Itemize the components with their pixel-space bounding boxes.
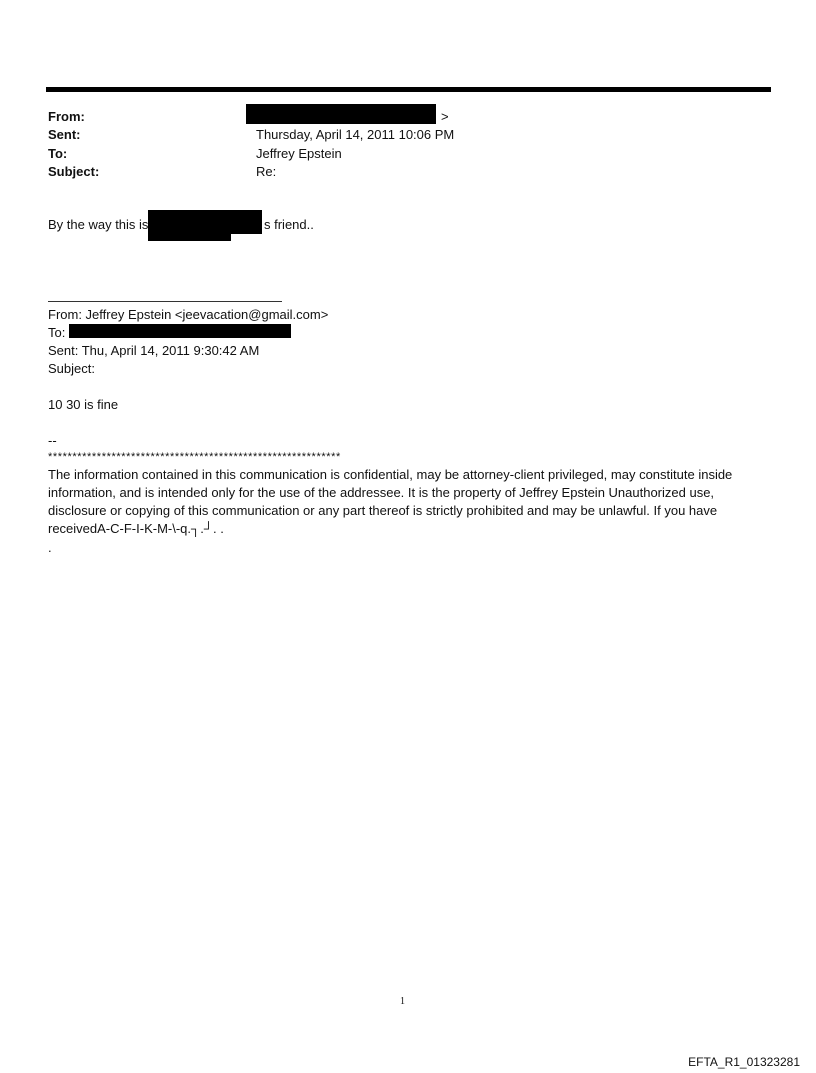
to-label: To: — [48, 146, 68, 161]
reply-line — [48, 216, 148, 234]
quoted-subject: Subject: — [48, 361, 95, 376]
from-suffix: > — [441, 109, 449, 124]
redaction-from — [246, 104, 436, 124]
redaction-name-b — [148, 230, 231, 241]
signature-stars: ************************************************************ — [48, 451, 341, 463]
header-rule — [46, 87, 771, 92]
to-value: Jeffrey Epstein — [256, 146, 342, 161]
reply-text-after: s friend.. — [264, 217, 314, 232]
quoted-body: 10 30 is fine — [48, 397, 119, 412]
from-label: From: — [48, 109, 85, 124]
page-number: 1 — [400, 996, 405, 1007]
bates-number: EFTA_R1_01323281 — [688, 1055, 800, 1069]
redaction-to-email — [69, 324, 291, 338]
trailing-dot: . — [48, 540, 52, 555]
quote-separator — [48, 301, 282, 302]
signature-dashes: -- — [48, 433, 57, 448]
sent-label: Sent: — [48, 127, 81, 142]
subject-value: Re: — [256, 164, 277, 179]
reply-text-before: By the way this is — [48, 217, 149, 232]
quoted-to: To: — [48, 325, 66, 340]
quoted-from: From: Jeffrey Epstein <jeevacation@gmail.com> — [48, 307, 329, 322]
sent-value: Thursday, April 14, 2011 10:06 PM — [256, 127, 455, 142]
quoted-sent: Sent: Thu, April 14, 2011 9:30:42 AM — [48, 343, 260, 358]
confidentiality-disclaimer: The information contained in this communication is confidential, may be attorney-client privileged, may constitute inside information, and is intended only for the use of the addressee. It is the property of Jeffrey Epstein Unauthorized use, disclosure or copying of this communication or any part thereof is strictly prohibited and may be unlawful. If you have receivedA-C-F-I-K-M-\-q.┐.┘. . — [48, 467, 733, 536]
subject-label: Subject: — [48, 164, 100, 179]
